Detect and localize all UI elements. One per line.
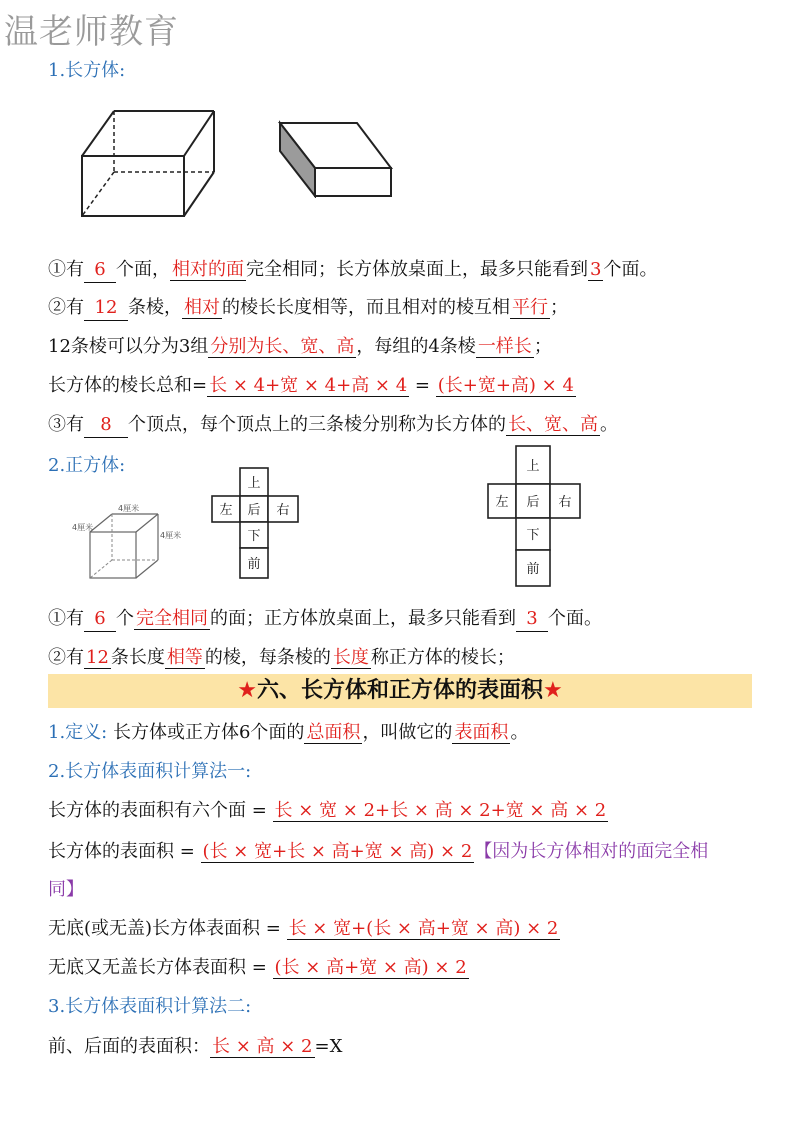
net-face-right: 右 bbox=[558, 495, 572, 510]
cube-edges-line: ②有 12 条长度 相等 的棱，每条棱的 长度 称正方体的棱长； bbox=[48, 647, 515, 668]
cuboid-faces-line: ①有 6 个面， 相对的面 完全相同；长方体放桌面上，最多只能看到 3 个面。 bbox=[48, 258, 657, 283]
method2-formula-1: 前、后面的表面积： 长 × 高 × 2 =X bbox=[48, 1036, 343, 1057]
method2-heading: 3.长方体表面积计算法二: bbox=[48, 996, 252, 1017]
cube-net-large bbox=[486, 444, 584, 588]
cube-net-small bbox=[210, 466, 300, 580]
net-face-left: 左 bbox=[495, 495, 509, 510]
net-face-down: 下 bbox=[247, 529, 261, 544]
section-title: 六、长方体和正方体的表面积 bbox=[256, 678, 543, 703]
watermark: 温老师教育 bbox=[4, 12, 179, 52]
section-banner bbox=[48, 674, 752, 708]
net-face-top: 上 bbox=[526, 459, 540, 474]
star-icon: ★ bbox=[237, 678, 257, 703]
definition-line: 1.定义: 长方体或正方体6个面的 总面积 ，叫做它的 表面积 。 bbox=[48, 722, 529, 743]
cube-figure bbox=[70, 502, 190, 587]
cube-dim-label: 4厘米 bbox=[160, 531, 182, 540]
net-face-front: 前 bbox=[526, 562, 540, 577]
cuboid-solid-figure bbox=[275, 118, 395, 198]
star-icon: ★ bbox=[543, 678, 563, 703]
cube-heading: 2.正方体: bbox=[48, 455, 126, 476]
cuboid-edges-line: ②有 12 条棱， 相对 的棱长长度相等，而且相对的棱互相 平行 ； bbox=[48, 296, 568, 321]
net-face-back: 后 bbox=[247, 503, 261, 518]
net-face-right: 右 bbox=[276, 503, 290, 518]
method1-formula-2-continued: 同】 bbox=[48, 879, 84, 900]
net-face-down: 下 bbox=[526, 528, 540, 543]
cube-dim-label: 4厘米 bbox=[118, 504, 140, 513]
cube-faces-line: ①有 6 个 完全相同 的面；正方体放桌面上，最多只能看到 3 个面。 bbox=[48, 607, 602, 632]
method1-formula-4: 无底又无盖长方体表面积 = (长 × 高+宽 × 高) × 2 bbox=[48, 957, 467, 978]
cuboid-vertices-line: ③有 8 个顶点，每个顶点上的三条棱分别称为长方体的 长、宽、高 。 bbox=[48, 413, 618, 438]
method1-formula-1: 长方体的表面积有六个面 = 长 × 宽 × 2+长 × 高 × 2+宽 × 高 × 2 bbox=[48, 800, 607, 821]
cuboid-heading: 1.长方体: bbox=[48, 60, 126, 81]
cube-dim-label: 4厘米 bbox=[72, 523, 94, 532]
net-face-front: 前 bbox=[247, 557, 261, 572]
net-face-left: 左 bbox=[219, 503, 233, 518]
method1-heading: 2.长方体表面积计算法一: bbox=[48, 761, 252, 782]
net-face-top: 上 bbox=[247, 476, 261, 491]
cuboid-edge-groups-line: 12条棱可以分为3组 分别为长、宽、高 ，每组的4条棱 一样长 ； bbox=[48, 336, 552, 357]
method1-formula-3: 无底(或无盖)长方体表面积 = 长 × 宽+(长 × 高+宽 × 高) × 2 bbox=[48, 918, 559, 939]
net-face-back: 后 bbox=[526, 495, 540, 510]
method1-formula-2: 长方体的表面积 = (长 × 宽+长 × 高+宽 × 高) × 2 【因为长方体相对的面完全相 bbox=[48, 841, 709, 862]
cuboid-edge-sum-line: 长方体的棱长总和= 长 × 4+宽 × 4+高 × 4 = (长+宽+高) × 4 bbox=[48, 375, 574, 396]
cuboid-wireframe-figure bbox=[78, 106, 218, 221]
